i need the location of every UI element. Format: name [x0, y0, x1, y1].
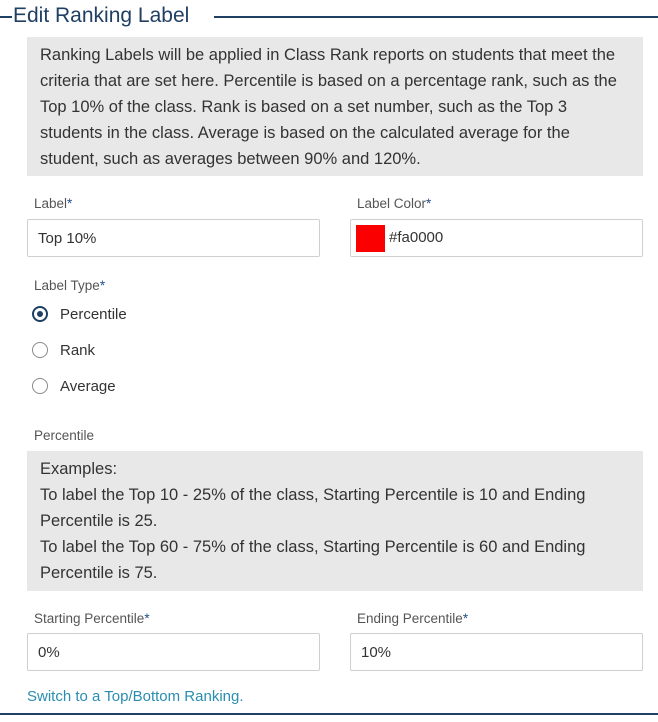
required-mark: * [462, 611, 469, 626]
legend-divider-right [214, 16, 658, 18]
page-title: Edit Ranking Label [13, 4, 190, 27]
radio-button[interactable] [32, 306, 48, 322]
label-color-input[interactable] [350, 219, 643, 257]
label-input[interactable] [27, 219, 320, 257]
radio-button[interactable] [32, 342, 48, 358]
required-mark: * [67, 196, 73, 211]
percentile-heading: Percentile [34, 428, 95, 443]
radio-label: Average [60, 378, 116, 395]
bottom-divider [0, 713, 658, 715]
description-panel [27, 37, 643, 176]
ending-percentile-input[interactable] [350, 633, 643, 671]
radio-label: Percentile [60, 306, 127, 323]
label-color-field-label: Label Color* [357, 196, 432, 211]
label-field-label: Label* [34, 196, 73, 211]
starting-percentile-input[interactable] [27, 633, 320, 671]
examples-panel [27, 451, 643, 591]
description-text: Ranking Labels will be applied in Class Rank reports on students that meet the criteria that are set here. Percentile is based on a percentage rank, such as the Top 10% of the class. Rank is based on a set number, such as the Top 3 students in the class. Average is based on the calculated average for the student, such as averages between 90% and 120%. [40, 46, 617, 168]
starting-percentile-label: Starting Percentile* [34, 611, 150, 626]
example-line: To label the Top 60 - 75% of the class, Starting Percentile is 60 and Ending Percentile is 75. [40, 538, 586, 582]
legend-divider-left [0, 16, 12, 18]
required-mark: * [144, 611, 150, 626]
form-legend [0, 0, 658, 32]
example-line: To label the Top 10 - 25% of the class, Starting Percentile is 10 and Ending Percentile is 25. [40, 486, 586, 530]
label-type-label: Label Type* [34, 278, 106, 293]
required-mark: * [426, 196, 432, 211]
color-swatch[interactable] [356, 225, 385, 252]
radio-label: Rank [60, 342, 96, 359]
color-value: #fa0000 [389, 229, 444, 246]
ending-percentile-label: Ending Percentile* [357, 611, 469, 626]
switch-ranking-link[interactable]: Switch to a Top/Bottom Ranking. [27, 688, 244, 705]
required-mark: * [99, 278, 106, 293]
radio-button[interactable] [32, 378, 48, 394]
examples-heading: Examples: [40, 460, 118, 478]
